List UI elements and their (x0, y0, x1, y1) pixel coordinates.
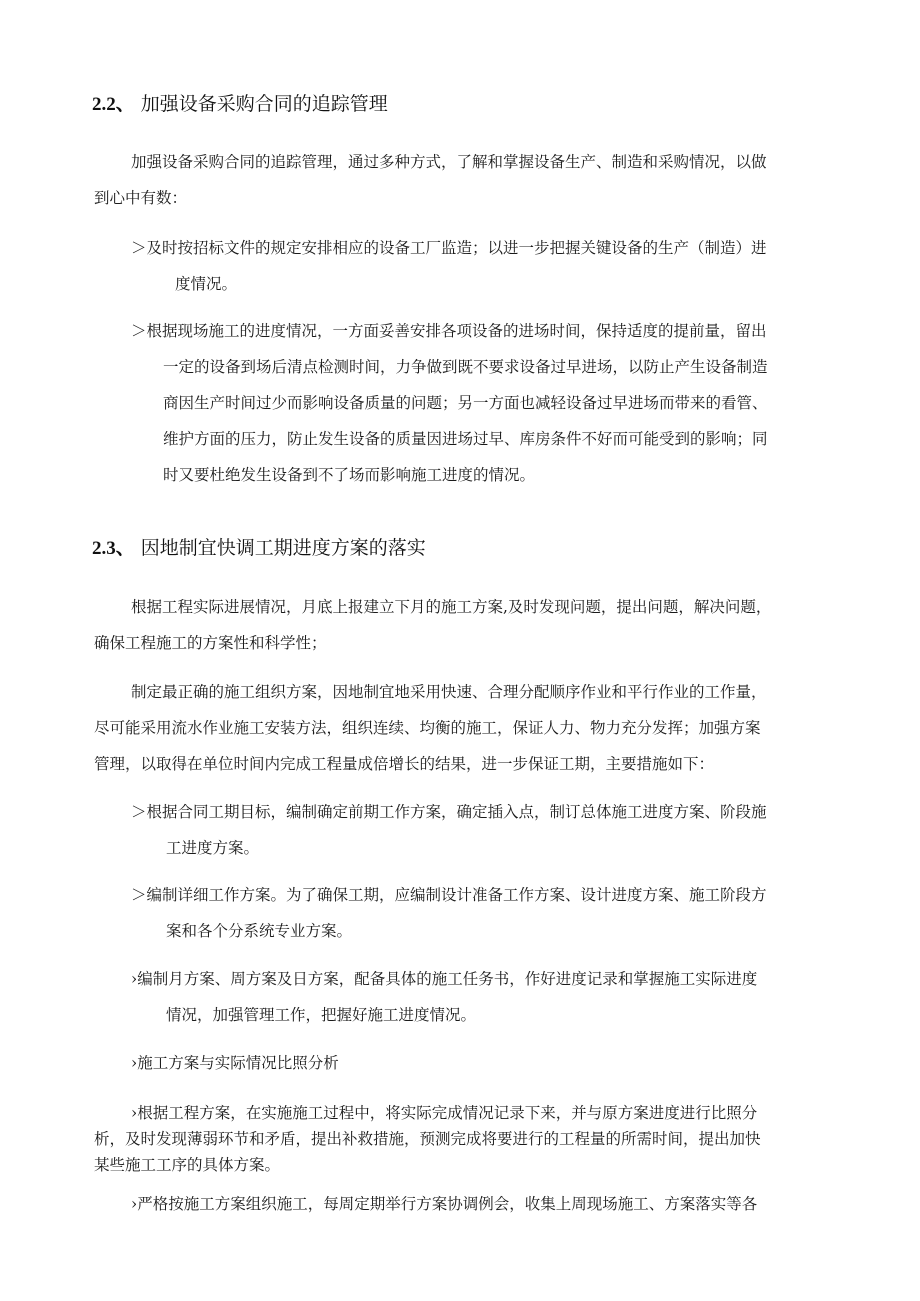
text-line: 时又要杜绝发生设备到不了场而影响施工进度的情况。 (163, 466, 536, 484)
bullet-item (131, 877, 767, 949)
text-line: 商因生产时间过少而影响设备质量的问题；另一方面也减轻设备过早进场而带来的看管、 (163, 394, 768, 412)
section-heading-2-3 (92, 533, 426, 560)
section-title: 加强设备采购合同的追踪管理 (140, 93, 388, 115)
text-line: ＞根据现场施工的进度情况，一方面妥善安排各项设备的进场时间，保持适度的提前量，留出 (131, 322, 767, 340)
text-line: 析，及时发现薄弱环节和矛盾，提出补救措施，预测完成将要进行的工程量的所需时间，提出加快 (94, 1130, 761, 1148)
text-line: 尽可能采用流水作业施工安装方法，组织连续、均衡的施工，保证人力、物力充分发挥；加强方案 (94, 719, 761, 737)
text-line: ＞编制详细工作方案。为了确保工期，应编制设计准备工作方案、设计进度方案、施工阶段方 (131, 886, 767, 904)
text-line: ›严格按施工方案组织施工，每周定期举行方案协调例会，收集上周现场施工、方案落实等各 (131, 1195, 758, 1213)
section-heading-2-2 (92, 89, 388, 116)
text-line: ＞及时按招标文件的规定安排相应的设备工厂监造；以进一步把握关键设备的生产（制造）进 (131, 239, 767, 257)
text-line: 根据工程实际进展情况，月底上报建立下月的施工方案,及时发现问题，提出问题，解决问题， (131, 598, 772, 616)
text-line: 维护方面的压力，防止发生设备的质量因进场过早、库房条件不好而可能受到的影响；同 (163, 430, 768, 448)
bullet-item (131, 1045, 339, 1081)
text-line: ＞根据合同工期目标，编制确定前期工作方案，确定插入点，制订总体施工进度方案、阶段施 (131, 803, 767, 821)
text-line: 度情况。 (175, 275, 238, 293)
text-line: 一定的设备到场后清点检测时间，力争做到既不要求设备过早进场，以防止产生设备制造 (163, 358, 768, 376)
bullet-item (131, 1186, 757, 1222)
text-line: 管理，以取得在单位时间内完成工程量成倍增长的结果，进一步保证工期，主要措施如下： (94, 755, 715, 773)
section-title: 因地制宜快调工期进度方案的落实 (140, 537, 426, 559)
text-line: 到心中有数： (94, 189, 188, 207)
section-number: 2.3、 (92, 538, 135, 559)
text-line: 案和各个分系统专业方案。 (166, 922, 353, 940)
text-line: 情况，加强管理工作，把握好施工进度情况。 (166, 1006, 477, 1024)
text-line: 某些施工工序的具体方案。 (94, 1156, 281, 1174)
text-line: 制定最正确的施工组织方案，因地制宜地采用快速、合理分配顺序作业和平行作业的工作量， (131, 683, 767, 701)
paragraph (94, 674, 767, 782)
section-number: 2.2、 (92, 94, 135, 115)
text-line: 加强设备采购合同的追踪管理，通过多种方式，了解和掌握设备生产、制造和采购情况，以做 (131, 153, 767, 171)
bullet-item (131, 230, 767, 302)
bullet-item (131, 794, 767, 866)
paragraph (94, 589, 771, 661)
bullet-item (131, 313, 768, 493)
bullet-item (131, 961, 757, 1033)
text-line: ›根据工程方案，在实施施工过程中，将实际完成情况记录下来，并与原方案进度进行比照分 (131, 1104, 758, 1122)
paragraph-intro (94, 144, 767, 216)
bullet-item (94, 1100, 761, 1178)
text-line: ›编制月方案、周方案及日方案，配备具体的施工任务书，作好进度记录和掌握施工实际进度 (131, 970, 758, 988)
text-line: ›施工方案与实际情况比照分析 (131, 1054, 339, 1072)
text-line: 工进度方案。 (166, 839, 260, 857)
text-line: 确保工程施工的方案性和科学性； (94, 634, 327, 652)
